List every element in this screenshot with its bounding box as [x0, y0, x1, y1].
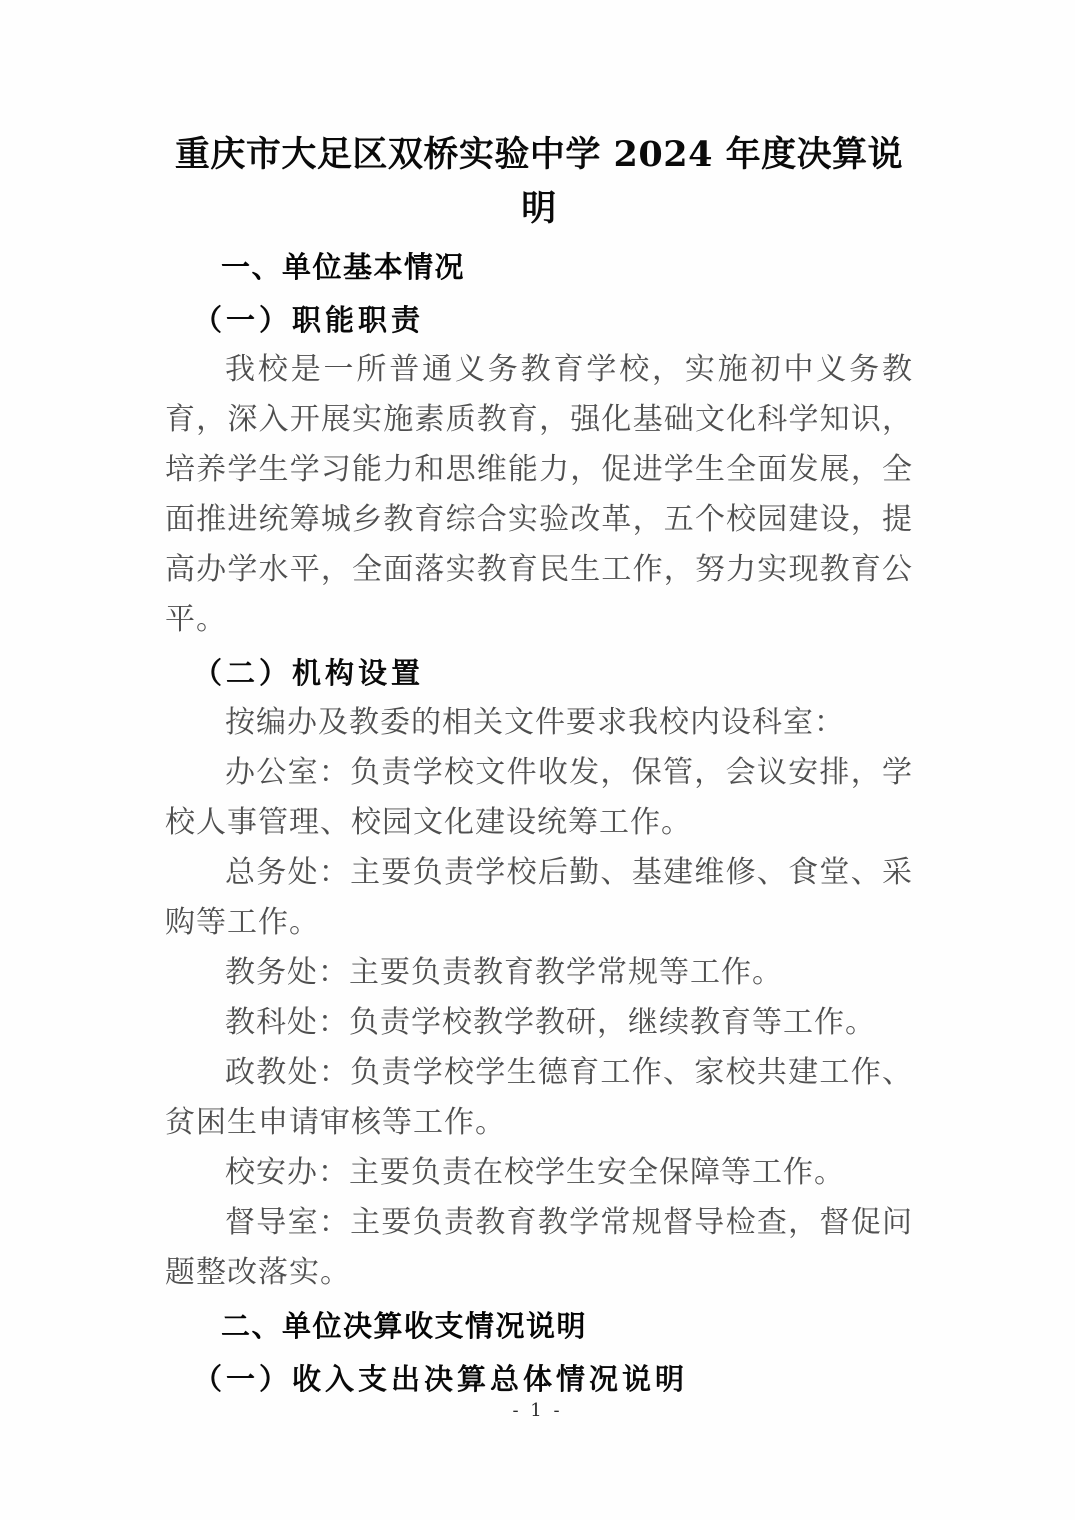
- section-1-sub-1-heading: （一）职能职责: [193, 303, 425, 337]
- paragraph-campus-safety: 校安办：主要负责在校学生安全保障等工作。: [225, 1155, 845, 1190]
- paragraph-moral-education: 政教处：负责学校学生德育工作、家校共建工作、贫困生申请审核等工作。: [165, 1055, 913, 1140]
- paragraph-teaching-research: 教科处：负责学校教学教研，继续教育等工作。: [225, 1005, 876, 1040]
- paragraph-functions-duties: 我校是一所普通义务教育学校，实施初中义务教育，深入开展实施素质教育，强化基础文化科学知识，培养学生学习能力和思维能力，促进学生全面发展，全面推进统筹城乡教育综合实验改革，五个校园建设，提高办学水平，全面落实教育民生工作，努力实现教育公平。: [165, 352, 913, 637]
- section-2-sub-1-heading: （一）收入支出决算总体情况说明: [193, 1362, 689, 1396]
- paragraph-supervision: 督导室：主要负责教育教学常规督导检查，督促问题整改落实。: [165, 1205, 913, 1290]
- document-content: [165, 128, 913, 1404]
- document-title: 重庆市大足区双桥实验中学 2024 年度决算说明: [174, 134, 904, 229]
- paragraph-general-affairs: 总务处：主要负责学校后勤、基建维修、食堂、采购等工作。: [165, 855, 913, 940]
- section-2-heading: 二、单位决算收支情况说明: [221, 1309, 588, 1343]
- section-1-heading: 一、单位基本情况: [221, 250, 466, 284]
- page-number: - 1 -: [512, 1400, 563, 1421]
- paragraph-org-intro: 按编办及教委的相关文件要求我校内设科室：: [225, 705, 845, 740]
- section-1-sub-2-heading: （二）机构设置: [193, 656, 425, 690]
- paragraph-academic-affairs: 教务处：主要负责教育教学常规等工作。: [225, 955, 783, 990]
- paragraph-office: 办公室：负责学校文件收发，保管，会议安排，学校人事管理、校园文化建设统筹工作。: [165, 755, 913, 840]
